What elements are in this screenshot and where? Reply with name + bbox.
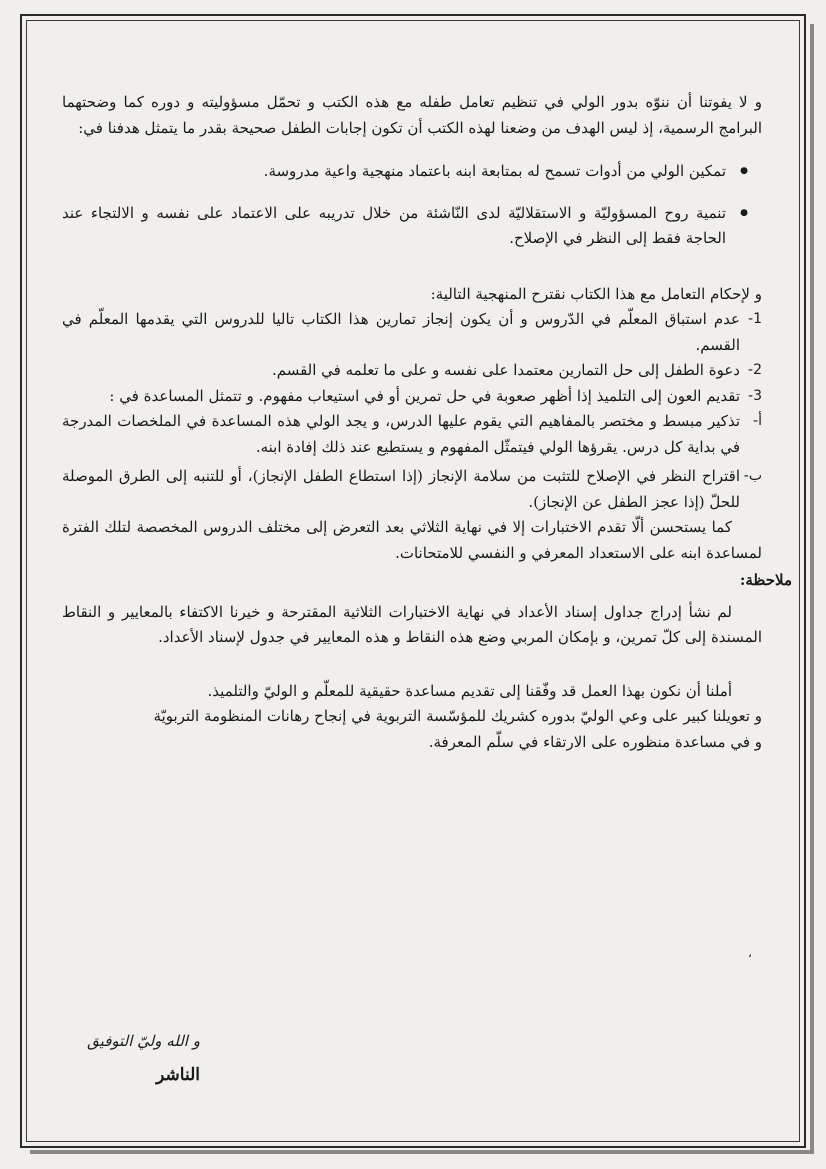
step-number: 3- — [748, 387, 762, 404]
step-item — [62, 307, 762, 358]
step-item — [62, 409, 762, 460]
document-body — [62, 90, 792, 755]
step-item — [62, 384, 762, 410]
step-number: ب- — [743, 468, 762, 484]
step-item — [62, 464, 762, 515]
page-shadow-bottom — [30, 1150, 814, 1154]
step-number: 2- — [748, 362, 762, 378]
goals-list — [62, 159, 762, 252]
goal-item: ● تنمية روح المسؤوليّة و الاستقلاليّة لدى النّاشئة من خلال تدريبه على الاعتماد على نفسه و الالتجاء عند الحاجة فقط إلى النظر في الإصلاح. — [62, 201, 762, 252]
intro-paragraph: و لا يفوتنا أن ننوّه بدور الولي في تنظيم تعامل طفله مع هذه الكتب و تحمّل مسؤوليته و دوره كما وضحتهما البرامج الرسمية، إذ ليس الهدف من وضعنا لهذه الكتب أن تكون إجابات الطفل صحيحة بقدر ما يتمثل هدفنا في: — [62, 93, 762, 137]
step-text: تذكير مبسط و مختصر بالمفاهيم التي يقوم عليها الدرس، و يجد الولي هذه المساعدة في الملخصات المدرجة في بداية كل درس. يقرؤها الولي فيتمثّل المفهوم و يستطيع عند ذلك إفادة ابنه. — [62, 412, 740, 456]
step-item — [62, 358, 762, 384]
step-text: دعوة الطفل إلى حل التمارين معتمدا على نفسه و على ما تعلمه في القسم. — [271, 361, 740, 379]
page-shadow-right — [810, 24, 814, 1154]
step-number: أ- — [753, 413, 762, 429]
method-intro: و لإحكام التعامل مع هذا الكتاب نقترح المنهجية التالية: — [430, 284, 762, 303]
note-paragraph: لم نشأ إدراج جداول إسناد الأعداد في نهاية الاختبارات الثلاثية المقترحة و خيرنا الاكتفاء بالمعايير و النقاط المسندة إلى كلّ تمرين، و بإمكان المربي وضع هذه النقاط و هذه المعايير في جدول لإسناد الأعداد. — [62, 602, 762, 646]
step-text: عدم استباق المعلّم في الدّروس و أن يكون إنجاز تمارين هذا الكتاب تاليا للدروس التي يقدمها المعلّم في القسم. — [62, 310, 740, 354]
publisher-signature: الناشر — [156, 1065, 200, 1085]
signature-block — [60, 1030, 200, 1090]
step-text: تقديم العون إلى التلميذ إذا أظهر صعوبة في حل تمرين أو في استيعاب مفهوم. و تتمثل المساعدة في : — [109, 386, 740, 405]
closing-phrase: و الله وليّ التوفيق — [87, 1032, 200, 1050]
step-number: 1- — [748, 311, 762, 327]
hope-paragraph: أملنا أن نكون بهذا العمل قد وفّقنا إلى تقديم مساعدة حقيقية للمعلّم و الوليّ والتلميذ. — [207, 681, 732, 700]
goal-item: ● تمكين الولي من أدوات تسمح له بمتابعة ابنه باعتماد منهجية واعية مدروسة. — [62, 159, 762, 185]
step-text: اقتراح النظر في الإصلاح للتثبت من سلامة الإنجاز (إذا استطاع الطفل الإنجاز)، أو للتنبه إلى الطرق الموصلة للحلّ (إذا عجز الطفل عن الإنجاز). — [62, 467, 740, 511]
stray-mark: ، — [748, 946, 752, 960]
help-paragraph: و في مساعدة منظوره على الارتقاء في سلّم المعرفة. — [428, 732, 762, 751]
tests-paragraph: كما يستحسن ألّا تقدم الاختبارات إلا في نهاية الثلاثي بعد التعرض إلى مختلف الدروس المخصصة لتلك الفترة لمساعدة ابنه على الاستعداد المعرفي و النفسي للامتحانات. — [62, 518, 762, 562]
reliance-paragraph: و تعويلنا كبير على وعي الوليّ بدوره كشريك للمؤسّسة التربوية في إنجاح رهانات المنظومة التربويّة — [153, 707, 762, 725]
note-title: ملاحظة: — [739, 571, 792, 589]
